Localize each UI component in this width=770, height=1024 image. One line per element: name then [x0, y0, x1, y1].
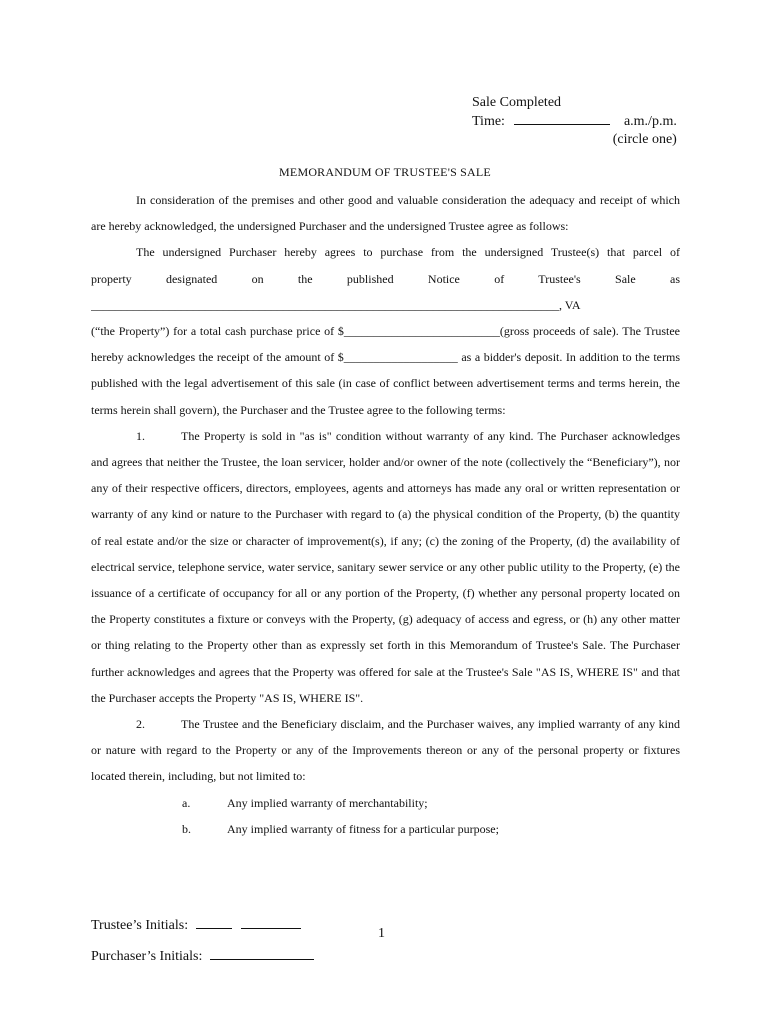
sub-item-label: a.	[182, 795, 191, 810]
ampm-label: a.m./p.m.	[623, 114, 677, 129]
sub-item-a	[91, 790, 680, 816]
time-blank[interactable]	[514, 112, 610, 125]
purchaser-initials-label: Purchaser’s Initials:	[91, 949, 203, 964]
agreement-line-2: property designated on the published Notice of Trustee's Sale as	[91, 271, 680, 286]
term-item-1	[91, 423, 680, 711]
circle-one-label: (circle one)	[612, 132, 677, 147]
purchaser-initials-blank-2[interactable]	[246, 947, 314, 960]
purchaser-initials-row	[91, 941, 314, 972]
document-title: MEMORANDUM OF TRUSTEE'S SALE	[279, 165, 491, 179]
initials-block	[91, 910, 314, 972]
purchaser-initials-blank-1[interactable]	[210, 947, 246, 960]
trustee-initials-blank-1[interactable]	[196, 916, 232, 929]
term-text: The Trustee and the Beneficiary disclaim, and the Purchaser waives, any implied warranty of any kind or nature with regard to the Property or any of the Improvements thereon or any of the personal property or fixtures located therein, including, but not limited to:	[91, 717, 680, 784]
trustee-initials-row	[91, 910, 314, 941]
time-row	[472, 112, 677, 131]
sub-item-text: Any implied warranty of merchantability;	[227, 795, 428, 810]
trustee-initials-blank-2[interactable]	[241, 916, 301, 929]
sub-item-text: Any implied warranty of fitness for a particular purpose;	[227, 821, 499, 836]
time-label: Time:	[472, 114, 505, 129]
agreement-line-1: The undersigned Purchaser hereby agrees to purchase from the undersigned Trustee(s) that parcel of	[136, 245, 680, 260]
term-number: 2.	[136, 717, 145, 732]
sale-completed-block	[472, 94, 677, 149]
agreement-paragraph: (“the Property”) for a total cash purchase price of $__________________________(gross proceeds of sale). The Trustee hereby acknowledges the receipt of the amount of $___________________ as a bidder's deposit. In addition to the terms published with the legal advertisement of this sale (in case of conflict between advertisement terms and terms herein, the terms herein shall govern), the Purchaser and the Trustee agree to the following terms:	[91, 324, 680, 417]
intro-paragraph: In consideration of the premises and other good and valuable consideration the adequacy and receipt of which are hereby acknowledged, the undersigned Purchaser and the undersigned Trustee agree as follows:	[91, 193, 680, 234]
sub-item-b	[91, 816, 680, 842]
trustee-initials-label: Trustee’s Initials:	[91, 918, 189, 933]
page-number: 1	[378, 926, 385, 941]
document-body	[91, 187, 680, 842]
sale-completed-label: Sale Completed	[472, 95, 562, 110]
sub-item-label: b.	[182, 821, 191, 836]
property-address-blank[interactable]: ______________________________________________________________________________, VA	[91, 297, 581, 312]
term-text: The Property is sold in "as is" condition without warranty of any kind. The Purchaser acknowledges and agrees that neither the Trustee, the loan servicer, holder and/or owner of the note (collectively the “Beneficiary”), nor any of their respective officers, directors, employees, agents and attorneys has made any oral or written representation or warranty of any kind or nature to the Purchaser with regard to (a) the physical condition of the Property, (b) the quantity of real estate and/or the size or character of improvement(s), if any; (c) the zoning of the Property, (d) the availability of electrical service, telephone service, water service, sanitary sewer service or any other public utility to the Property, (e) the issuance of a certificate of occupancy for all or any portion of the Property, (f) whether any personal property located on the Property constitutes a fixture or conveys with the Property, (g) adequacy of access and egress, or (h) any other matter or thing relating to the Property other than as expressly set forth in this Memorandum of Trustee's Sale. The Purchaser further acknowledges and agrees that the Property was offered for sale at the Trustee's Sale "AS IS, WHERE IS" and that the Purchaser accepts the Property "AS IS, WHERE IS".	[91, 428, 680, 705]
term-item-2	[91, 711, 680, 790]
term-number: 1.	[136, 428, 145, 443]
